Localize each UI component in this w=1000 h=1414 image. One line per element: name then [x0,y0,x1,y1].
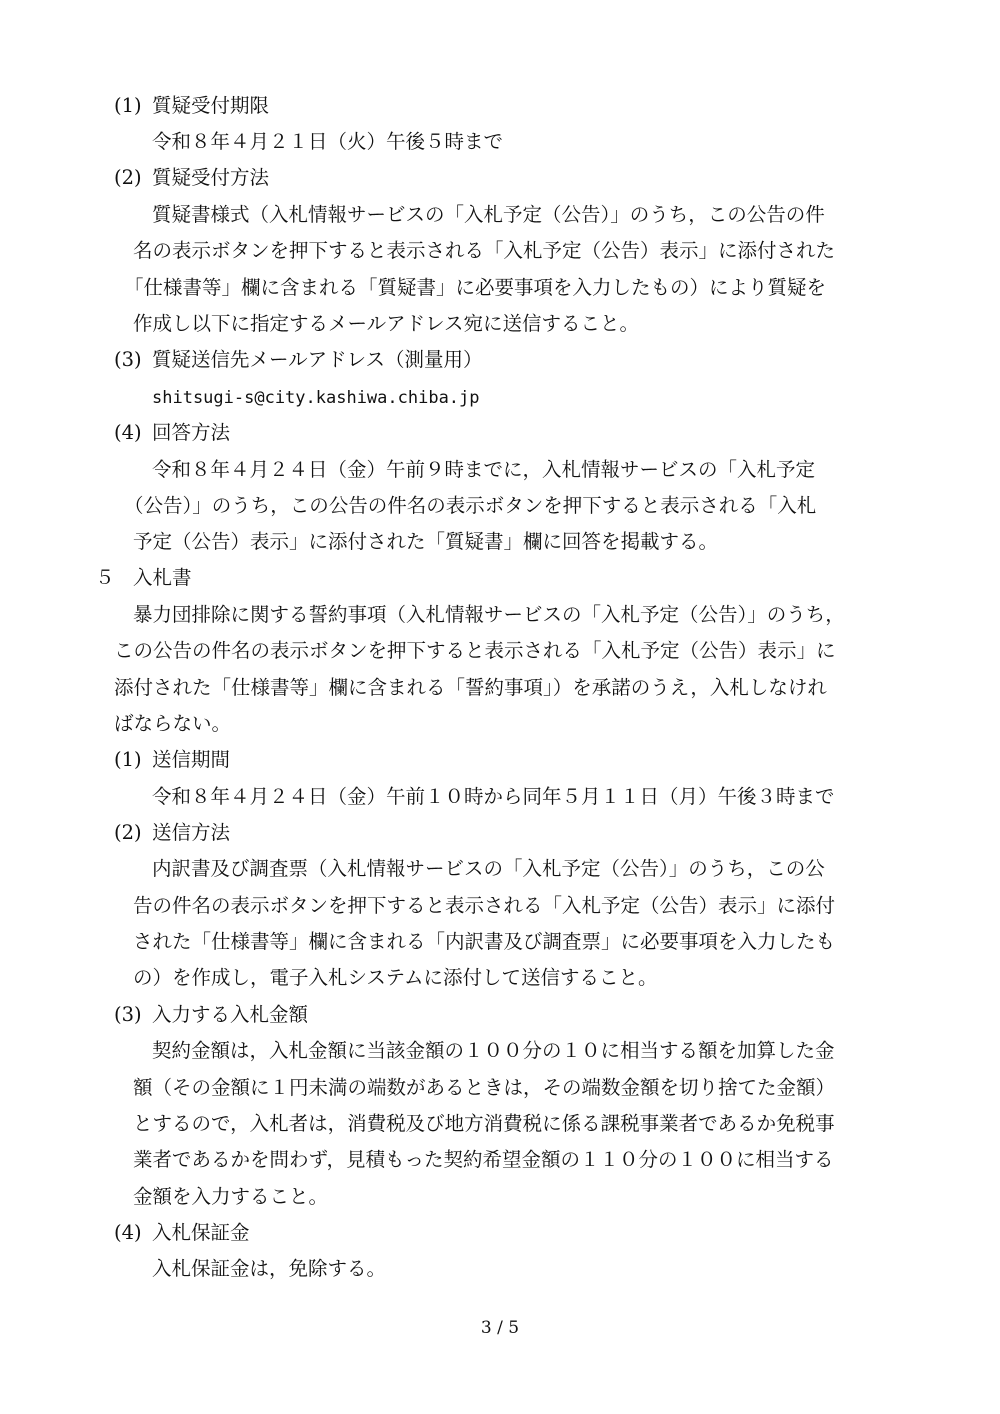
paragraph-line: 名の表示ボタンを押下すると表示される「入札予定（公告）表示」に添付された [133,239,836,262]
item-heading: 送信期間 [152,748,231,771]
item-number: (3) [114,1003,142,1026]
paragraph-line: 「仕様書等」欄に含まれる「質疑書」に必要事項を入力したもの）により質疑を [124,276,827,299]
item-heading-amount [114,1003,308,1027]
item-heading: 質疑受付方法 [152,166,270,189]
paragraph-line: （公告）」のうち，この公告の件名の表示ボタンを押下すると表示される「入札 [124,494,817,517]
item-heading-period [114,748,230,772]
paragraph-line: この公告の件名の表示ボタンを押下すると表示される「入札予定（公告）表示」に [114,639,836,662]
section-number: ５ [95,566,115,589]
item-heading-method [114,166,269,190]
section-title: 入札書 [133,566,192,589]
item-heading-email [114,348,483,372]
item-number: (3) [114,348,142,371]
item-heading: 回答方法 [152,421,231,444]
paragraph-line: の）を作成し，電子入札システムに添付して送信すること。 [133,966,658,989]
paragraph-line: 令和８年４月２１日（火）午後５時まで [152,130,504,153]
item-number: (1) [114,748,142,771]
item-heading-deadline [114,94,269,118]
item-heading: 入札保証金 [152,1221,250,1244]
item-heading-answer [114,421,230,445]
paragraph-line: 令和８年４月２４日（金）午前９時までに，入札情報サービスの「入札予定 [152,458,816,481]
item-number: (1) [114,94,142,117]
paragraph-line: 金額を入力すること。 [133,1185,329,1208]
paragraph-line: 令和８年４月２４日（金）午前１０時から同年５月１１日（月）午後３時まで [152,785,835,808]
paragraph-line: 契約金額は，入札金額に当該金額の１００分の１０に相当する額を加算した金 [152,1039,835,1062]
item-heading: 質疑送信先メールアドレス（測量用） [152,348,483,371]
paragraph-line: 内訳書及び調査票（入札情報サービスの「入札予定（公告）」のうち，この公 [152,857,825,880]
email-address: shitsugi-s@city.kashiwa.chiba.jp [152,388,480,408]
item-number: (2) [114,166,142,189]
paragraph-line: とするので，入札者は，消費税及び地方消費税に係る課税事業者であるか免税事 [133,1112,835,1135]
paragraph-line: 質疑書様式（入札情報サービスの「入札予定（公告）」のうち，この公告の件 [152,203,825,226]
paragraph-line: 作成し以下に指定するメールアドレス宛に送信すること。 [133,312,640,335]
item-number: (4) [114,421,142,444]
paragraph-line: された「仕様書等」欄に含まれる「内訳書及び調査票」に必要事項を入力したも [133,930,836,953]
section-heading [95,566,192,590]
item-heading: 入力する入札金額 [152,1003,309,1026]
paragraph-line: 暴力団排除に関する誓約事項（入札情報サービスの「入札予定（公告）」のうち， [133,603,845,626]
item-heading: 質疑受付期限 [152,94,270,117]
item-heading-send-method [114,821,230,845]
paragraph-line: 添付された「仕様書等」欄に含まれる「誓約事項」）を承諾のうえ，入札しなけれ [114,676,827,699]
item-number: (4) [114,1221,142,1244]
item-number: (2) [114,821,142,844]
paragraph-line: ばならない。 [114,712,232,735]
item-heading-deposit [114,1221,250,1245]
paragraph-line: 額（その金額に１円未満の端数があるときは，その端数金額を切り捨てた金額） [133,1076,836,1099]
paragraph-line: 予定（公告）表示」に添付された「質疑書」欄に回答を掲載する。 [133,530,719,553]
item-heading: 送信方法 [152,821,231,844]
page-number: 3 / 5 [480,1318,520,1338]
paragraph-line: 告の件名の表示ボタンを押下すると表示される「入札予定（公告）表示」に添付 [133,894,836,917]
paragraph-line: 業者であるかを問わず，見積もった契約希望金額の１１０分の１００に相当する [133,1148,834,1171]
paragraph-line: 入札保証金は，免除する。 [152,1257,387,1280]
